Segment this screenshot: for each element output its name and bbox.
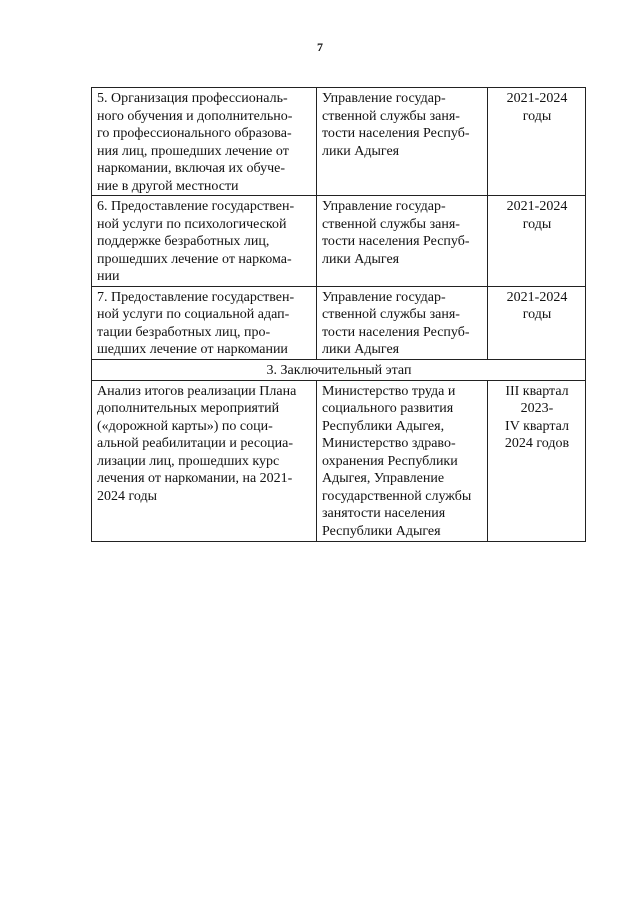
term-cell: 2021-2024 годы [488,88,586,196]
stage-heading-row [92,359,586,380]
executor-cell: Управление государ- ственной службы заня- тости населения Респуб- лики Адыгея [317,88,488,196]
table-row [92,380,586,541]
action-cell: Анализ итогов реализации Плана дополнительных мероприятий («дорожной карты») по соци- альной реабилитации и ресоциа- лизации лиц, прошедших курс лечения от наркомании, на 2021- 2024 годы [92,380,317,541]
table-row [92,196,586,287]
stage-heading: 3. Заключительный этап [92,359,586,380]
term-cell: 2021-2024 годы [488,196,586,287]
executor-cell: Управление государ- ственной службы заня- тости населения Респуб- лики Адыгея [317,196,488,287]
table-row [92,88,586,196]
executor-cell: Министерство труда и социального развития Республики Адыгея, Министерство здраво- охранения Республики Адыгея, Управление государственной службы занятости населения Республики Адыгея [317,380,488,541]
term-cell: 2021-2024 годы [488,286,586,359]
executor-cell: Управление государ- ственной службы заня- тости населения Респуб- лики Адыгея [317,286,488,359]
table-row [92,286,586,359]
action-cell: 7. Предоставление государствен- ной услуги по социальной адап- тации безработных лиц, про- шедших лечение от наркомании [92,286,317,359]
page-number: 7 [317,40,323,54]
term-cell: III квартал 2023- IV квартал 2024 годов [488,380,586,541]
plan-table [91,87,586,542]
action-cell: 6. Предоставление государствен- ной услуги по психологической поддержке безработных лиц, прошедших лечение от наркома- нии [92,196,317,287]
action-cell: 5. Организация профессиональ- ного обучения и дополнительно- го профессионального образова- ния лиц, прошедших лечение от наркомании, включая их обуче- ние в другой местности [92,88,317,196]
